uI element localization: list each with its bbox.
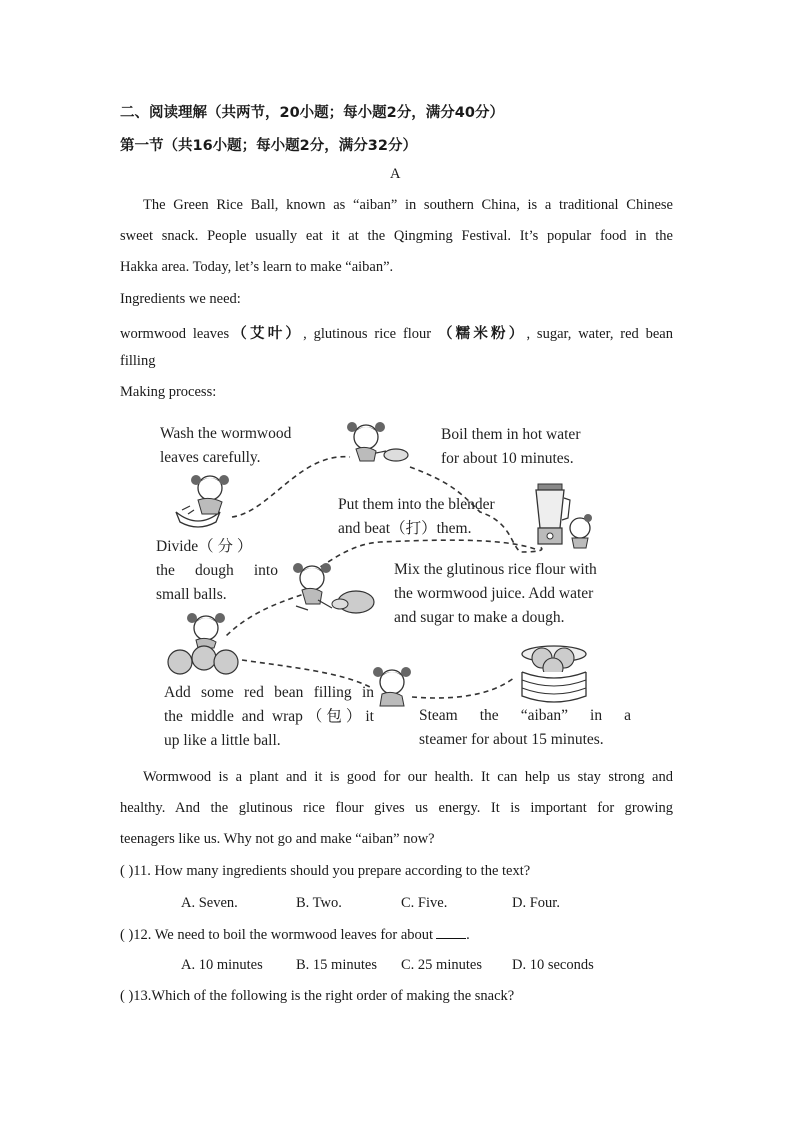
- option-d[interactable]: D. Four.: [512, 895, 560, 911]
- ingredient-chinese: （艾叶）: [229, 326, 304, 342]
- question-stem: 12. We need to boil the wormwood leaves for about: [133, 927, 434, 943]
- girl-boiling-icon: [347, 422, 408, 461]
- ingredient-text: , sugar, water, red bean: [526, 326, 673, 342]
- step-text: Mix the glutinous rice flour with: [394, 561, 597, 578]
- option-d[interactable]: D. 10 seconds: [512, 957, 594, 973]
- step-text: Add some red bean filling in: [164, 684, 374, 701]
- question-13: [120, 988, 514, 1005]
- intro-line: sweet snack. People usually eat it at the Qingming Festival. It’s popular food in the: [120, 228, 673, 244]
- step-text: leaves carefully.: [160, 449, 261, 466]
- step-text: Divide（ 分 ）: [156, 538, 253, 555]
- step-boil: [441, 423, 580, 471]
- process-label: Making process:: [120, 384, 217, 400]
- step-wash: [160, 422, 291, 470]
- process-illustration: [150, 412, 650, 757]
- ingredient-chinese: （糯米粉）: [437, 326, 527, 342]
- option-a[interactable]: A. Seven.: [181, 895, 238, 911]
- option-b[interactable]: B. 15 minutes: [296, 957, 377, 973]
- step-steam: [419, 704, 631, 752]
- question-11: [120, 863, 530, 880]
- step-text: and sugar to make a dough.: [394, 609, 565, 626]
- option-a[interactable]: A. 10 minutes: [181, 957, 263, 973]
- ingredient-text: wormwood leaves: [120, 326, 230, 342]
- step-text: up like a little ball.: [164, 732, 281, 749]
- option-c[interactable]: C. 25 minutes: [401, 957, 482, 973]
- question-12: [120, 926, 470, 944]
- intro-line: Hakka area. Today, let’s learn to make “aiban”.: [120, 259, 394, 275]
- step-text: for about 10 minutes.: [441, 450, 574, 467]
- question-stem: 13.Which of the following is the right order of making the snack?: [133, 988, 515, 1004]
- answer-blank[interactable]: ( ): [120, 863, 134, 879]
- closing-line: healthy. And the glutinous rice flour gives us energy. It is important for growing: [120, 800, 673, 816]
- option-c[interactable]: C. Five.: [401, 895, 448, 911]
- step-mix: [394, 558, 597, 630]
- step-text: Put them into the blender: [338, 496, 495, 513]
- step-fill: [164, 681, 374, 753]
- fill-blank-line: [436, 926, 466, 939]
- steamer-icon: [522, 646, 586, 702]
- intro-line: The Green Rice Ball, known as “aiban” in southern China, is a traditional Chinese: [143, 197, 673, 213]
- question-stem: 11. How many ingredients should you prepare according to the text?: [133, 863, 531, 879]
- blender-icon: [536, 484, 592, 548]
- step-text: the wormwood juice. Add water: [394, 585, 594, 602]
- question-stem-end: .: [466, 927, 470, 943]
- closing-line: teenagers like us. Why not go and make “aiban” now?: [120, 831, 435, 847]
- girl-wrapping-icon: [373, 667, 411, 706]
- closing-line: Wormwood is a plant and it is good for our health. It can help us stay strong and: [143, 769, 673, 785]
- step-text: and beat（打）them.: [338, 520, 472, 537]
- answer-blank[interactable]: ( ): [120, 988, 134, 1004]
- closing-paragraph: [120, 762, 673, 855]
- step-text: the middle and wrap（包）it: [164, 708, 374, 725]
- passage-letter: A: [390, 166, 401, 182]
- option-b[interactable]: B. Two.: [296, 895, 342, 911]
- step-blend: [338, 493, 495, 541]
- section-subheading: 第一节（共16小题；每小题2分，满分32分）: [120, 138, 417, 154]
- girl-washing-icon: [176, 475, 229, 527]
- girl-dividing-icon: [168, 613, 238, 674]
- ingredients-line2: filling: [120, 353, 156, 369]
- intro-paragraph: [120, 190, 673, 283]
- answer-blank[interactable]: ( ): [120, 927, 134, 943]
- ingredient-text: , glutinous rice flour: [303, 326, 432, 342]
- step-text: steamer for about 15 minutes.: [419, 731, 604, 748]
- step-text: the dough into: [156, 562, 278, 579]
- step-divide: [156, 535, 278, 607]
- step-text: Wash the wormwood: [160, 425, 292, 442]
- ingredients-label: Ingredients we need:: [120, 291, 241, 307]
- girl-mixing-icon: [293, 563, 374, 613]
- step-text: small balls.: [156, 586, 227, 603]
- section-heading: 二、阅读理解（共两节，20小题；每小题2分，满分40分）: [120, 105, 504, 121]
- step-text: Steam the “aiban” in a: [419, 707, 631, 724]
- ingredients-list: [120, 322, 673, 343]
- step-text: Boil them in hot water: [441, 426, 581, 443]
- path-line: [412, 677, 515, 698]
